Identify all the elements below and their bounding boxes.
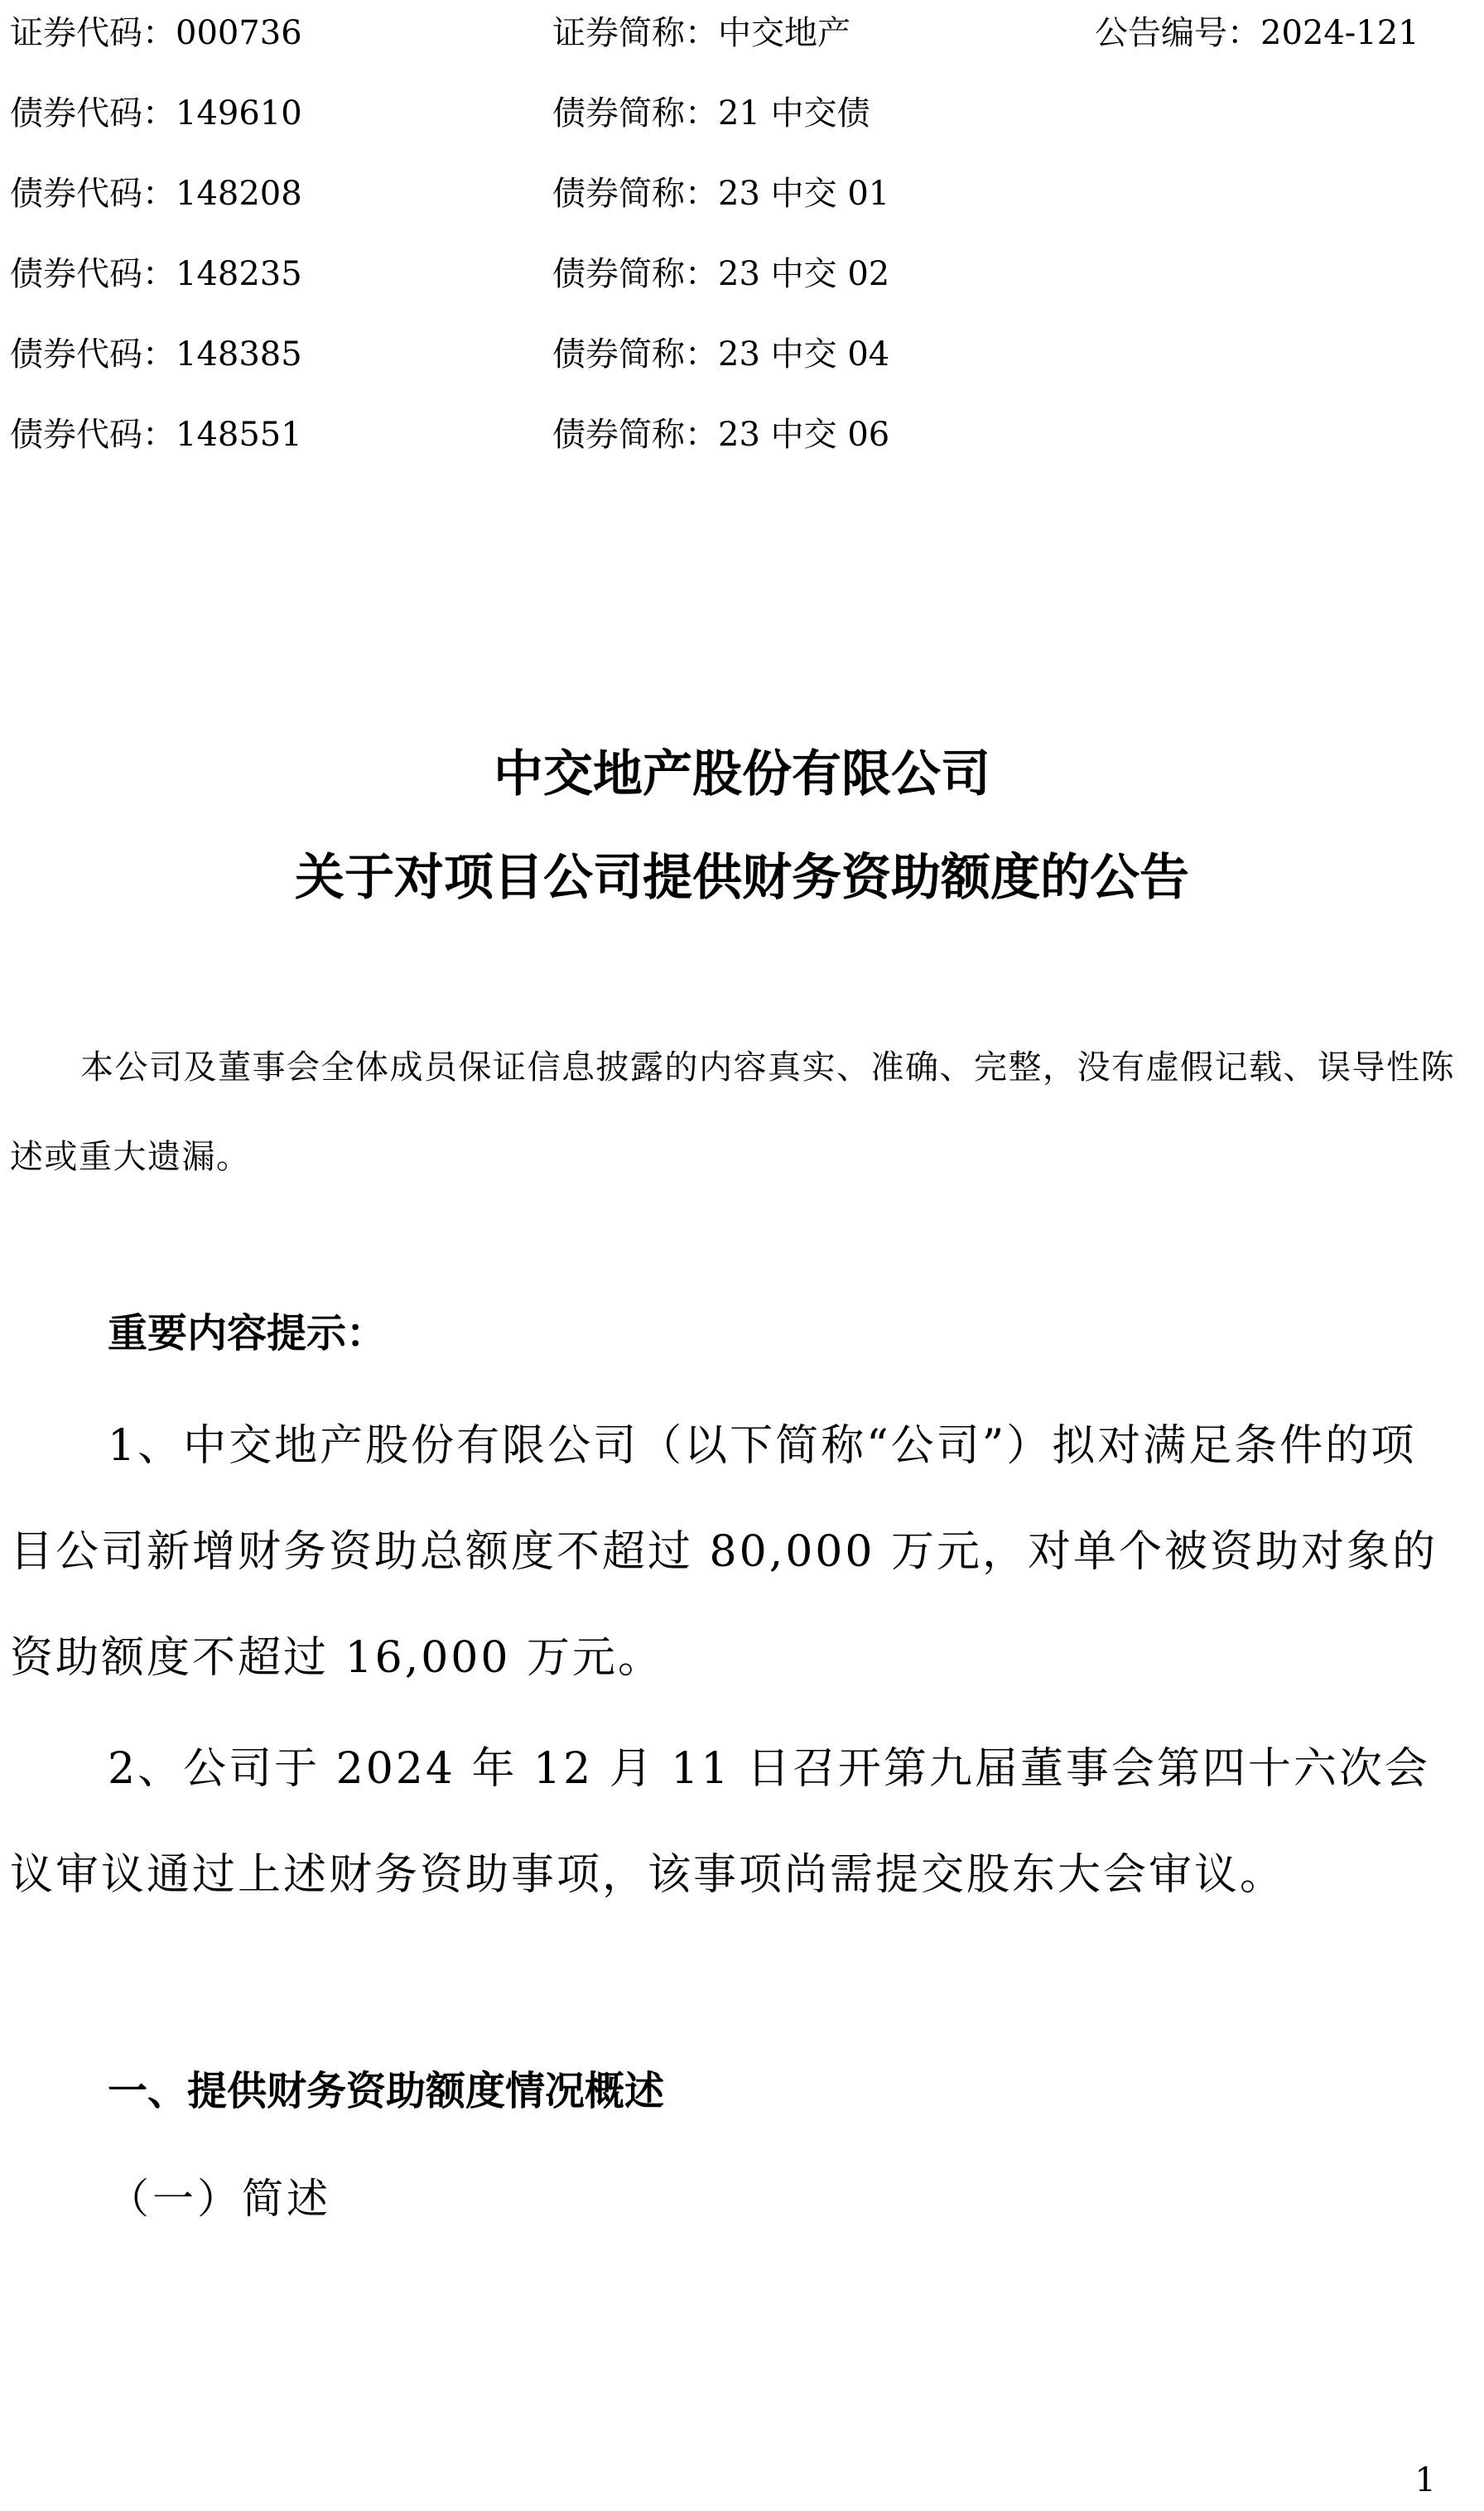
section-1-heading: 一、提供财务资助额度情况概述 <box>108 2068 665 2114</box>
key-points-heading: 重要内容提示： <box>108 1310 387 1357</box>
key-point-2: 2、公司于 2024 年 12 月 11 日召开第九届董事会第四十六次会议审议通过上述财务资助事项，该事项尚需提交股东大会审议。 <box>10 1744 1430 1900</box>
header-row-securities <box>10 8 1467 58</box>
header-row-bond-1 <box>10 89 1467 138</box>
bond-short-name: 债券简称：21 中交债 <box>552 94 870 133</box>
bond-short-name: 债券简称：23 中交 04 <box>552 335 890 374</box>
securities-short-name: 证券简称：中交地产 <box>552 14 850 52</box>
board-statement: 本公司及董事会全体成员保证信息披露的内容真实、准确、完整，没有虚假记载、误导性陈述或重大遗漏。 <box>10 1048 1455 1176</box>
announcement-number: 公告编号：2024-121 <box>1095 14 1419 52</box>
bond-code: 债券代码：149610 <box>10 94 302 133</box>
bond-short-name: 债券简称：23 中交 01 <box>552 175 890 213</box>
bond-code: 债券代码：148385 <box>10 335 302 374</box>
securities-code: 证券代码：000736 <box>10 14 302 52</box>
header-row-bond-5 <box>10 410 1467 460</box>
key-point-1: 1、中交地产股份有限公司（以下简称“公司”）拟对满足条件的项目公司新增财务资助总额度不超过 80,000 万元，对单个被资助对象的资助额度不超过 16,000 万元。 <box>10 1421 1438 1683</box>
bond-code: 债券代码：148208 <box>10 175 302 213</box>
bond-short-name: 债券简称：23 中交 02 <box>552 255 890 293</box>
bond-code: 债券代码：148235 <box>10 255 302 293</box>
header-row-bond-2 <box>10 169 1467 219</box>
header-row-bond-4 <box>10 330 1467 379</box>
document-title-subject: 关于对项目公司提供财务资助额度的公告 <box>295 849 1189 907</box>
header-row-bond-3 <box>10 249 1467 299</box>
section-1-subheading: （一）简述 <box>108 2175 331 2223</box>
document-title-company: 中交地产股份有限公司 <box>494 745 990 803</box>
page-number: 1 <box>1414 2461 1436 2499</box>
bond-code: 债券代码：148551 <box>10 416 302 454</box>
bond-short-name: 债券简称：23 中交 06 <box>552 416 890 454</box>
